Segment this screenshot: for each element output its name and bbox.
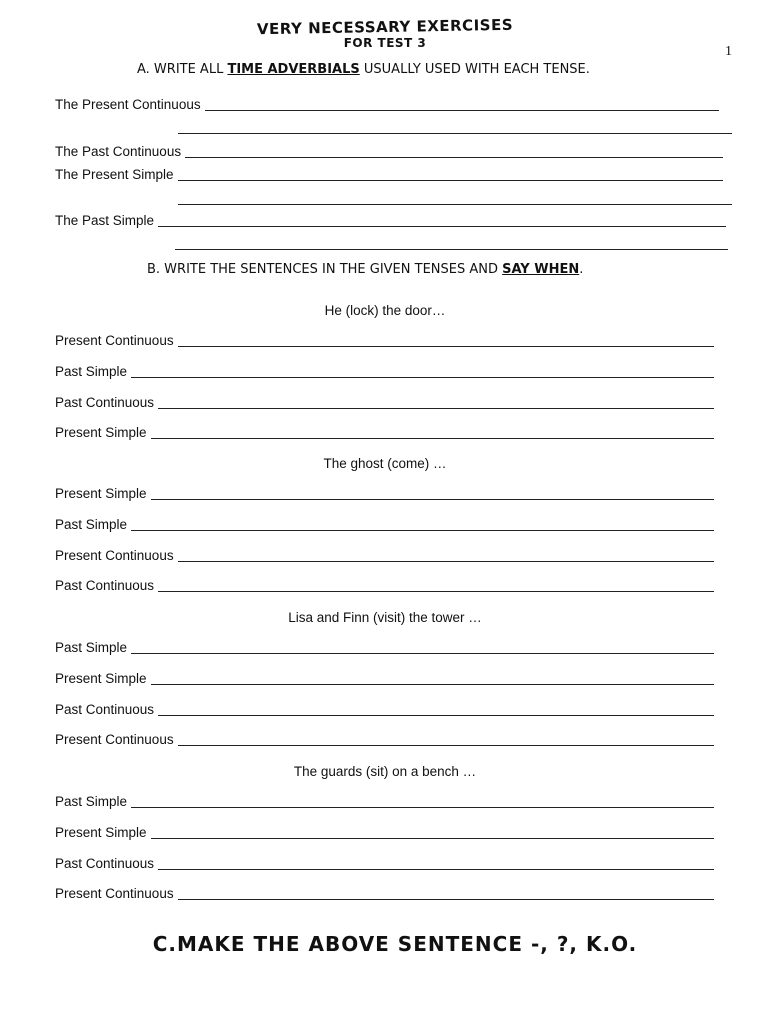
answer-line[interactable]: [151, 683, 714, 685]
sentence-prompt: The guards (sit) on a bench …: [293, 764, 477, 779]
answer-line[interactable]: [178, 898, 714, 900]
answer-line[interactable]: [178, 744, 714, 746]
answer-line[interactable]: [151, 837, 714, 839]
tense-label: Present Simple: [55, 425, 147, 440]
title-line-1: VERY NECESSARY EXERCISES: [256, 15, 514, 39]
tense-label: Past Simple: [55, 794, 128, 809]
section-a-suffix: USUALLY USED WITH EACH TENSE.: [359, 62, 590, 77]
section-a-prefix: A. WRITE ALL: [137, 62, 228, 77]
row-label: The Past Continuous: [55, 144, 182, 159]
tense-label: Present Continuous: [55, 333, 174, 348]
answer-line[interactable]: [178, 345, 714, 347]
answer-row: [55, 213, 726, 228]
section-a-heading: [137, 62, 590, 77]
tense-row: [55, 794, 714, 809]
tense-label: Past Simple: [55, 364, 128, 379]
tense-label: Past Continuous: [55, 856, 155, 871]
answer-line[interactable]: [131, 652, 714, 654]
tense-label: Past Continuous: [55, 702, 155, 717]
row-label: The Past Simple: [55, 213, 155, 228]
section-b-heading: [147, 262, 583, 277]
answer-row: [55, 144, 723, 159]
row-label: The Present Simple: [55, 167, 174, 182]
tense-label: Present Continuous: [55, 886, 174, 901]
answer-line[interactable]: [158, 407, 714, 409]
tense-label: Past Continuous: [55, 578, 155, 593]
answer-line[interactable]: [185, 156, 723, 158]
answer-row: [55, 167, 723, 182]
tense-label: Past Simple: [55, 517, 128, 532]
answer-line[interactable]: [158, 590, 714, 592]
answer-line[interactable]: [178, 560, 714, 562]
answer-line-continuation[interactable]: [178, 203, 732, 205]
tense-row: [55, 333, 714, 348]
tense-row: [55, 886, 714, 901]
tense-row: [55, 578, 714, 593]
answer-line[interactable]: [158, 225, 726, 227]
answer-line-continuation[interactable]: [178, 132, 732, 134]
title-line-2: FOR TEST 3: [343, 36, 427, 50]
section-b-emphasis: SAY WHEN: [502, 262, 580, 277]
sentence-prompt: The ghost (come) …: [323, 456, 447, 471]
tense-label: Present Continuous: [55, 732, 174, 747]
tense-row: [55, 640, 714, 655]
tense-label: Present Simple: [55, 486, 147, 501]
tense-row: [55, 364, 714, 379]
section-b-suffix: .: [579, 262, 584, 277]
tense-row: [55, 395, 714, 410]
tense-row: [55, 671, 714, 686]
tense-label: Present Simple: [55, 825, 147, 840]
answer-line[interactable]: [131, 529, 714, 531]
answer-line[interactable]: [131, 376, 714, 378]
tense-label: Past Continuous: [55, 395, 155, 410]
tense-label: Present Simple: [55, 671, 147, 686]
answer-line[interactable]: [178, 179, 723, 181]
answer-line[interactable]: [158, 714, 714, 716]
tense-row: [55, 548, 714, 563]
answer-line[interactable]: [151, 437, 714, 439]
answer-line-continuation[interactable]: [175, 248, 728, 250]
answer-line[interactable]: [131, 806, 714, 808]
row-label: The Present Continuous: [55, 97, 201, 112]
answer-line[interactable]: [205, 109, 719, 111]
tense-row: [55, 425, 714, 440]
section-c-heading: C.MAKE THE ABOVE SENTENCE -, ?, K.O.: [152, 932, 638, 956]
tense-label: Present Continuous: [55, 548, 174, 563]
tense-row: [55, 486, 714, 501]
section-a-emphasis: TIME ADVERBIALS: [227, 62, 360, 77]
page-number: 1: [725, 44, 732, 59]
sentence-prompt: Lisa and Finn (visit) the tower …: [288, 610, 482, 625]
tense-label: Past Simple: [55, 640, 128, 655]
sentence-prompt: He (lock) the door…: [324, 303, 446, 318]
tense-row: [55, 517, 714, 532]
tense-row: [55, 732, 714, 747]
answer-line[interactable]: [158, 868, 714, 870]
section-b-prefix: B. WRITE THE SENTENCES IN THE GIVEN TENSES AND: [147, 262, 503, 277]
tense-row: [55, 825, 714, 840]
tense-row: [55, 702, 714, 717]
tense-row: [55, 856, 714, 871]
answer-line[interactable]: [151, 498, 714, 500]
answer-row: [55, 97, 719, 112]
